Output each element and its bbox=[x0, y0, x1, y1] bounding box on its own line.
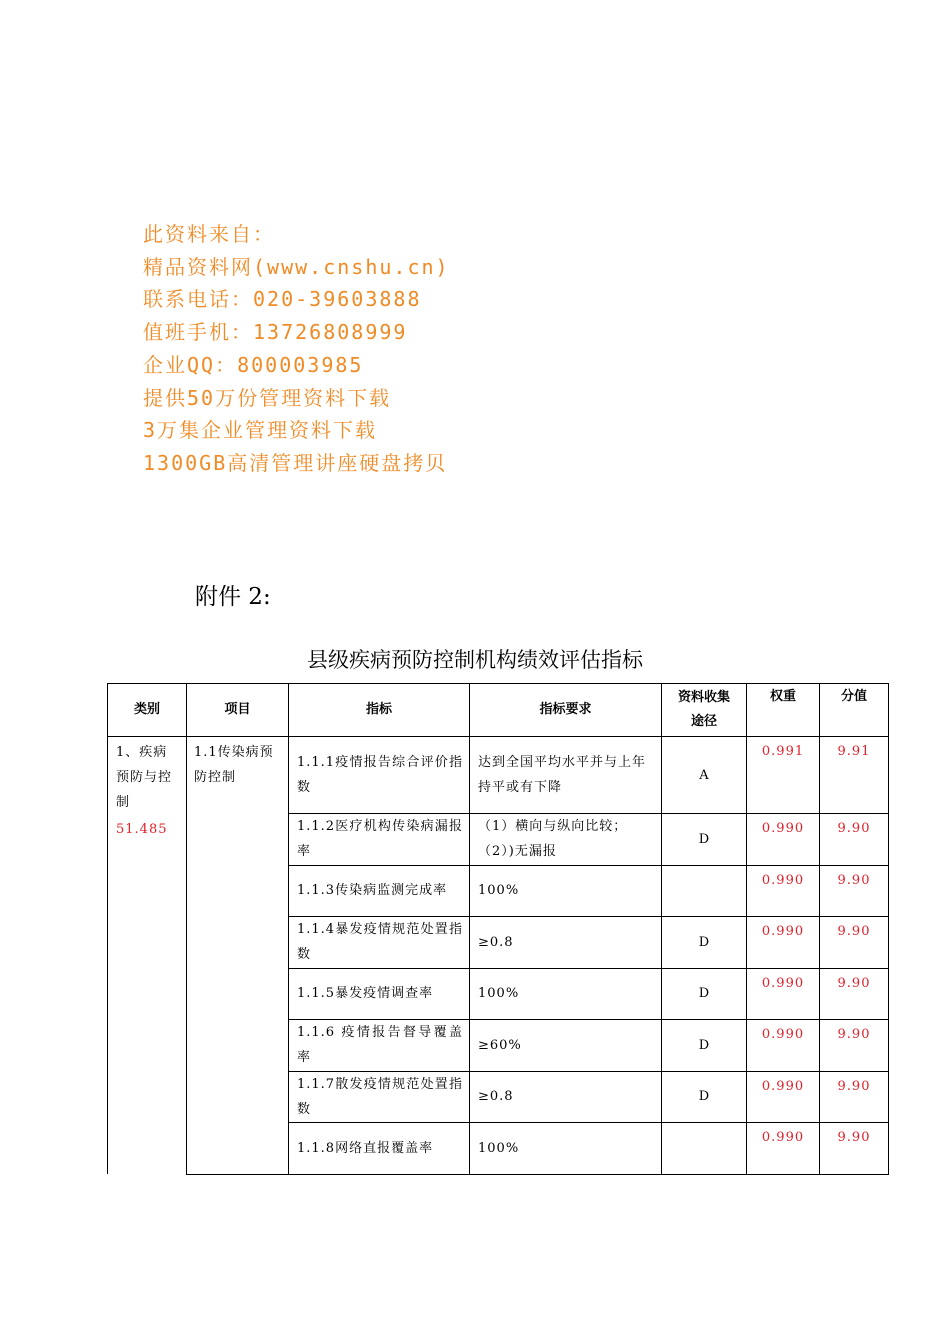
header-category: 类别 bbox=[108, 684, 187, 737]
weight-cell: 0.990 bbox=[747, 1071, 820, 1123]
route-cell: D bbox=[662, 814, 747, 866]
promo-line: 1300GB高清管理讲座硬盘拷贝 bbox=[143, 450, 448, 475]
indicator-table bbox=[107, 683, 889, 1175]
header-route-line1: 资料收集 bbox=[677, 690, 730, 705]
header-project: 项目 bbox=[187, 684, 289, 737]
requirement-cell: 100% bbox=[470, 865, 662, 917]
score-cell: 9.90 bbox=[820, 865, 889, 917]
header-weight: 权重 bbox=[747, 684, 820, 737]
route-cell: D bbox=[662, 1071, 747, 1123]
indicator-cell: 1.1.2医疗机构传染病漏报率 bbox=[289, 814, 470, 866]
indicator-cell: 1.1.1疫情报告综合评价指数 bbox=[289, 737, 470, 814]
header-row bbox=[108, 684, 889, 737]
header-route bbox=[662, 684, 747, 737]
requirement-cell: ≥0.8 bbox=[470, 917, 662, 969]
category-score: 51.485 bbox=[116, 822, 168, 837]
route-cell: D bbox=[662, 1020, 747, 1072]
score-cell: 9.90 bbox=[820, 814, 889, 866]
header-route-line2: 途径 bbox=[690, 714, 717, 729]
document-title: 县级疾病预防控制机构绩效评估指标 bbox=[307, 648, 643, 672]
score-cell: 9.90 bbox=[820, 1123, 889, 1175]
category-label: 1、疾病预防与控制 bbox=[116, 745, 173, 810]
requirement-cell: 达到全国平均水平并与上年持平或有下降 bbox=[470, 737, 662, 814]
header-indicator: 指标 bbox=[289, 684, 470, 737]
weight-cell: 0.990 bbox=[747, 1020, 820, 1072]
promo-block bbox=[143, 218, 450, 480]
route-cell bbox=[662, 1123, 747, 1175]
weight-cell: 0.990 bbox=[747, 968, 820, 1020]
score-cell: 9.91 bbox=[820, 737, 889, 814]
indicator-cell: 1.1.7散发疫情规范处置指数 bbox=[289, 1071, 470, 1123]
weight-cell: 0.990 bbox=[747, 917, 820, 969]
score-cell: 9.90 bbox=[820, 1020, 889, 1072]
indicator-cell: 1.1.8网络直报覆盖率 bbox=[289, 1123, 470, 1175]
header-score: 分值 bbox=[820, 684, 889, 737]
attachment-label: 附件 2: bbox=[195, 584, 271, 610]
category-cell bbox=[108, 737, 187, 1175]
weight-cell: 0.990 bbox=[747, 865, 820, 917]
weight-cell: 0.990 bbox=[747, 814, 820, 866]
promo-line: 精品资料网(www.cnshu.cn) bbox=[143, 254, 450, 279]
promo-line: 3万集企业管理资料下载 bbox=[143, 418, 378, 443]
promo-line: 此资料来自： bbox=[143, 222, 275, 246]
table-row bbox=[108, 737, 889, 814]
promo-line: 联系电话：020-39603888 bbox=[143, 287, 422, 312]
promo-line: 企业QQ：800003985 bbox=[143, 352, 364, 377]
route-cell: D bbox=[662, 968, 747, 1020]
header-requirement: 指标要求 bbox=[470, 684, 662, 737]
promo-line: 提供50万份管理资料下载 bbox=[143, 385, 392, 410]
route-cell: D bbox=[662, 917, 747, 969]
weight-cell: 0.991 bbox=[747, 737, 820, 814]
indicator-cell: 1.1.4暴发疫情规范处置指数 bbox=[289, 917, 470, 969]
requirement-cell: ≥0.8 bbox=[470, 1071, 662, 1123]
requirement-cell: 100% bbox=[470, 1123, 662, 1175]
route-cell: A bbox=[662, 737, 747, 814]
score-cell: 9.90 bbox=[820, 1071, 889, 1123]
indicator-cell: 1.1.5暴发疫情调查率 bbox=[289, 968, 470, 1020]
indicator-cell: 1.1.3传染病监测完成率 bbox=[289, 865, 470, 917]
requirement-cell: （1）横向与纵向比较；（2）)无漏报 bbox=[470, 814, 662, 866]
score-cell: 9.90 bbox=[820, 917, 889, 969]
route-cell bbox=[662, 865, 747, 917]
weight-cell: 0.990 bbox=[747, 1123, 820, 1175]
requirement-cell: 100% bbox=[470, 968, 662, 1020]
indicator-cell: 1.1.6 疫情报告督导覆盖率 bbox=[289, 1020, 470, 1072]
promo-line: 值班手机：13726808999 bbox=[143, 320, 408, 345]
project-cell: 1.1传染病预防控制 bbox=[187, 737, 289, 1175]
requirement-cell: ≥60% bbox=[470, 1020, 662, 1072]
score-cell: 9.90 bbox=[820, 968, 889, 1020]
